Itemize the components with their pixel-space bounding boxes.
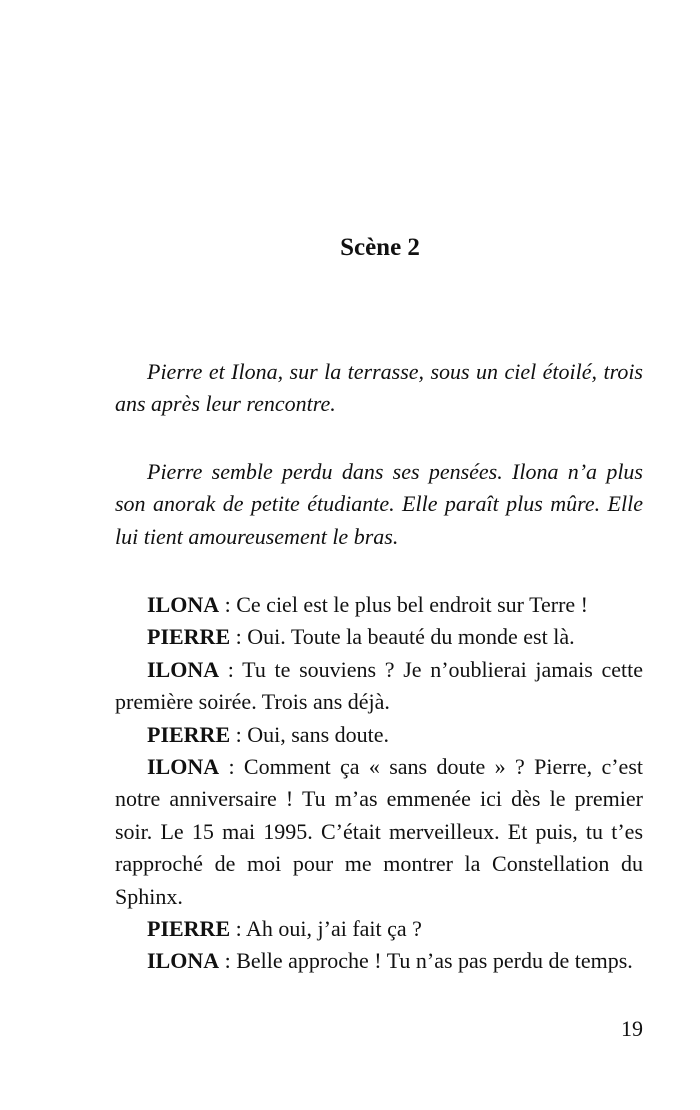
dialogue-text: : Belle approche ! Tu n’as pas perdu de temps. [219,948,633,974]
page-number: 19 [621,1016,643,1041]
speaker-name: PIERRE [147,721,231,747]
dialogue-text: : Ce ciel est le plus bel endroit sur Terre ! [219,592,589,617]
dialogue-line [115,654,643,719]
dialogue-text: : Oui, sans doute. [230,721,390,747]
dialogue-text: : Tu te souviens ? Je n’oublierai jamais cette première soirée. Trois ans déjà. [115,656,643,715]
stage-direction-1 [115,356,643,421]
dialogue-line [115,913,643,945]
stage-direction-text: Pierre semble perdu dans ses pensées. Ilona n’a plus son anorak de petite étudiante. Elle paraît plus mûre. Elle lui tient amoureusement le bras. [115,459,643,549]
dialogue-line [115,719,643,751]
scene-title: Scène 2 [340,234,420,261]
dialogue-line [115,751,643,913]
speaker-name: PIERRE [147,916,231,942]
dialogue-line [115,621,643,653]
stage-direction-2 [115,456,643,553]
dialogue-line [115,589,643,621]
dialogue-text: : Comment ça « sans doute » ? Pierre, c’est notre anniversaire ! Tu m’as emmenée ici dès le premier soir. Le 15 mai 1995. C’était merveilleux. Et puis, tu t’es rapproché de moi pour me montrer la Constellation du Sphinx. [115,754,643,909]
dialogue-block [115,589,643,978]
speaker-name: ILONA [147,754,220,780]
speaker-name: PIERRE [147,624,231,650]
stage-direction-text: Pierre et Ilona, sur la terrasse, sous un ciel étoilé, trois ans après leur rencontre. [115,359,643,417]
speaker-name: ILONA [147,948,220,974]
speaker-name: ILONA [147,592,220,617]
dialogue-line [115,945,643,977]
dialogue-text: : Ah oui, j’ai fait ça ? [230,916,422,942]
speaker-name: ILONA [147,656,220,682]
dialogue-text: : Oui. Toute la beauté du monde est là. [230,624,575,650]
